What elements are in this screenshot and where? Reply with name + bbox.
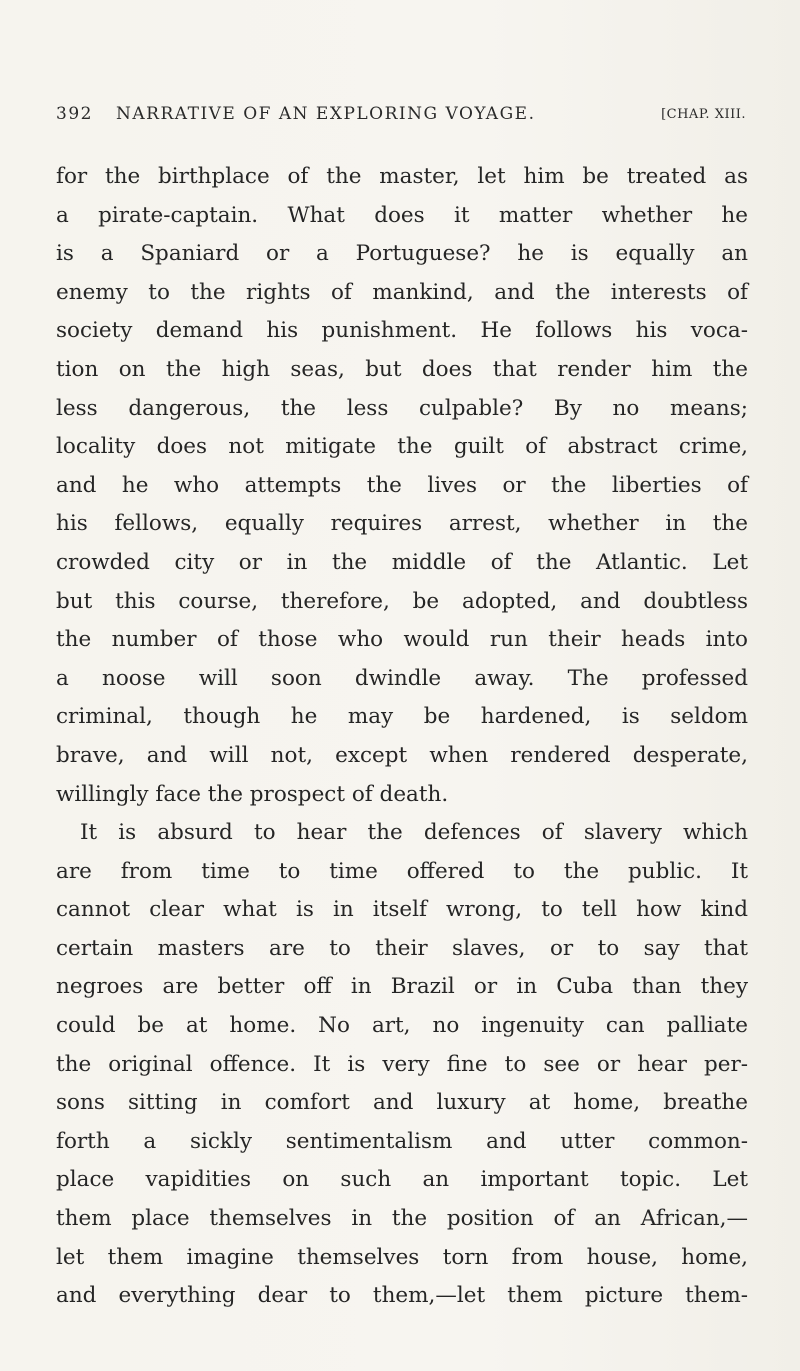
text-line: brave, and will not, except when rendered desperate, <box>56 742 748 768</box>
text-line: the number of those who would run their heads into <box>56 627 748 653</box>
text-line: society demand his punishment. He follows his voca- <box>56 318 748 344</box>
text-line: negroes are better off in Brazil or in Cuba than they <box>56 974 748 1000</box>
text-line: them place themselves in the position of an African,— <box>56 1206 748 1232</box>
text-line: locality does not mitigate the guilt of abstract crime, <box>56 434 748 460</box>
text-line: his fellows, equally requires arrest, whether in the <box>56 511 748 537</box>
text-line: forth a sickly sentimentalism and utter common- <box>56 1128 748 1154</box>
text-line: a noose will soon dwindle away. The professed <box>56 665 748 691</box>
text-line: and everything dear to them,—let them picture them- <box>56 1283 748 1309</box>
text-line: criminal, though he may be hardened, is seldom <box>56 704 748 730</box>
text-line: enemy to the rights of mankind, and the interests of <box>56 279 748 305</box>
running-title: NARRATIVE OF AN EXPLORING VOYAGE. <box>116 104 536 124</box>
text-line: is a Spaniard or a Portuguese? he is equally an <box>56 241 748 267</box>
chapter-reference: [CHAP. XIII. <box>661 107 746 122</box>
text-line: place vapidities on such an important topic. Let <box>56 1167 748 1193</box>
page-number: 392 <box>56 104 93 124</box>
text-line: a pirate-captain. What does it matter whether he <box>56 202 748 228</box>
paragraph-end-line: willingly face the prospect of death. <box>56 781 449 807</box>
paragraph-start-line: It is absurd to hear the defences of slavery which <box>80 820 748 846</box>
text-line: cannot clear what is in itself wrong, to tell how kind <box>56 897 748 923</box>
text-line: and he who attempts the lives or the liberties of <box>56 472 748 498</box>
text-line: crowded city or in the middle of the Atlantic. Let <box>56 549 748 575</box>
text-line: could be at home. No art, no ingenuity can palliate <box>56 1013 748 1039</box>
text-line: sons sitting in comfort and luxury at home, breathe <box>56 1090 748 1116</box>
text-line: tion on the high seas, but does that render him the <box>56 356 748 382</box>
text-line: are from time to time offered to the public. It <box>56 858 748 884</box>
text-line: let them imagine themselves torn from house, home, <box>56 1244 748 1270</box>
text-line: less dangerous, the less culpable? By no means; <box>56 395 748 421</box>
text-line: the original offence. It is very fine to see or hear per- <box>56 1051 748 1077</box>
text-line: for the birthplace of the master, let him be treated as <box>56 164 748 189</box>
body-text <box>56 158 748 1316</box>
text-line: certain masters are to their slaves, or to say that <box>56 935 748 961</box>
running-header <box>56 104 746 144</box>
text-line: but this course, therefore, be adopted, and doubtless <box>56 588 748 614</box>
